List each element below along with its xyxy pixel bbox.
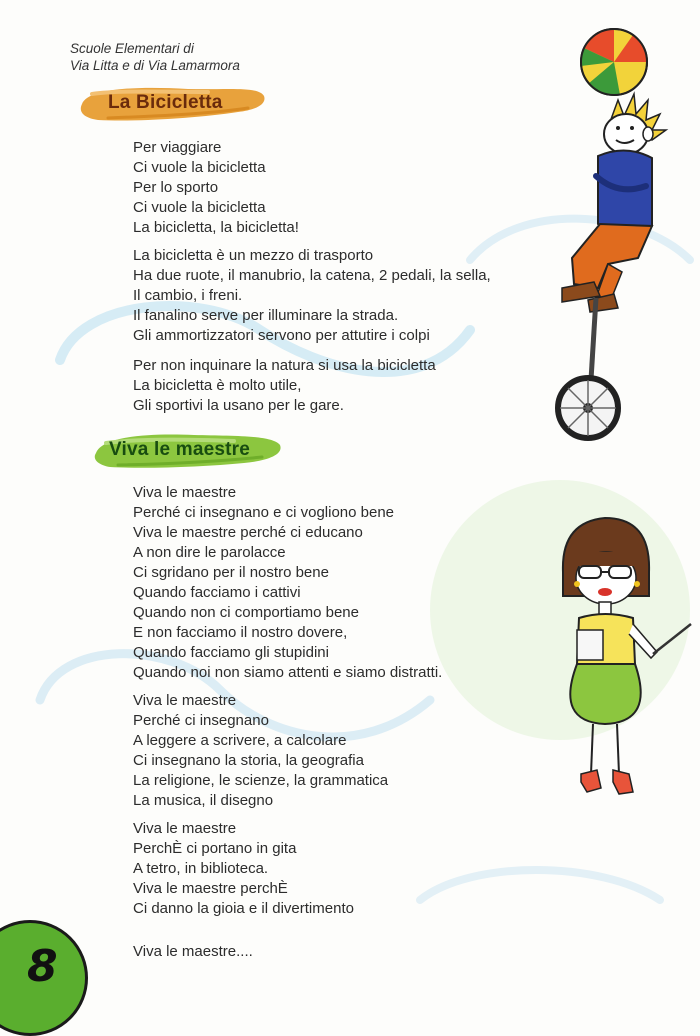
verse-line: Ci vuole la bicicletta (133, 159, 266, 176)
stanza (133, 483, 442, 683)
pointer-stick-icon (653, 624, 691, 654)
verse-line: Per viaggiare (133, 139, 222, 156)
verse-line: Quando non ci comportiamo bene (133, 604, 359, 621)
verse-line: La religione, le scienze, la grammatica (133, 772, 389, 789)
verse-line: Ci danno la gioia e il divertimento (133, 900, 354, 917)
verse-line: Per lo sporto (133, 179, 219, 196)
verse-line: Ci sgridano per il nostro bene (133, 564, 329, 581)
stanza (133, 356, 436, 416)
verse-line: Quando noi non siamo attenti e siamo distratti. (133, 664, 443, 681)
verse-line: Viva le maestre (133, 820, 237, 837)
school-line-2: Via Litta e di Via Lamarmora (70, 58, 240, 73)
verse-line: Perché ci insegnano (133, 712, 269, 729)
verse-line: A tetro, in biblioteca. (133, 860, 269, 877)
unicycle-boy-illustration (548, 26, 698, 456)
verse-line: La musica, il disegno (133, 792, 274, 809)
verse-line: Quando facciamo gli stupidini (133, 644, 329, 661)
ball-icon (581, 29, 647, 96)
poem-title-bicicletta (78, 80, 268, 126)
verse-line: Quando facciamo i cattivi (133, 584, 301, 601)
school-line-1: Scuole Elementari di (70, 41, 194, 56)
unicycle-wheel-icon (558, 378, 618, 438)
verse-line: Viva le maestre.... (133, 943, 253, 960)
page-number: 8 (27, 941, 58, 992)
poem-title-maestre (94, 427, 284, 473)
stanza (133, 819, 354, 919)
verse-line: Per non inquinare la natura si usa la bicicletta (133, 357, 436, 374)
verse-line: Gli sportivi la usano per le gare. (133, 397, 344, 414)
verse-line: Ci vuole la bicicletta (133, 199, 266, 216)
verse-line: Viva le maestre (133, 692, 237, 709)
verse-line: Il fanalino serve per illuminare la strada. (133, 307, 399, 324)
verse-line: PerchÈ ci portano in gita (133, 840, 297, 857)
poem-title-text: La Bicicletta (108, 92, 223, 113)
verse-line: Il cambio, i freni. (133, 287, 243, 304)
stanza (133, 138, 299, 238)
school-header (70, 40, 240, 74)
poem-title-text: Viva le maestre (109, 439, 251, 460)
stanza (133, 942, 253, 962)
verse-line: Ci insegnano la storia, la geografia (133, 752, 364, 769)
verse-line: La bicicletta è un mezzo di trasporto (133, 247, 374, 264)
verse-line: A leggere a scrivere, a calcolare (133, 732, 347, 749)
verse-line: La bicicletta è molto utile, (133, 377, 302, 394)
verse-line: Viva le maestre perchÈ (133, 880, 288, 897)
verse-line: Viva le maestre (133, 484, 237, 501)
verse-line: Perché ci insegnano e ci vogliono bene (133, 504, 395, 521)
stanza (133, 691, 388, 811)
verse-line: La bicicletta, la bicicletta! (133, 219, 299, 236)
teacher-illustration (555, 512, 695, 812)
stanza (133, 246, 491, 346)
verse-line: E non facciamo il nostro dovere, (133, 624, 348, 641)
verse-line: A non dire le parolacce (133, 544, 286, 561)
verse-line: Gli ammortizzatori servono per attutire i colpi (133, 327, 430, 344)
verse-line: Ha due ruote, il manubrio, la catena, 2 pedali, la sella, (133, 267, 491, 284)
verse-line: Viva le maestre perché ci educano (133, 524, 363, 541)
